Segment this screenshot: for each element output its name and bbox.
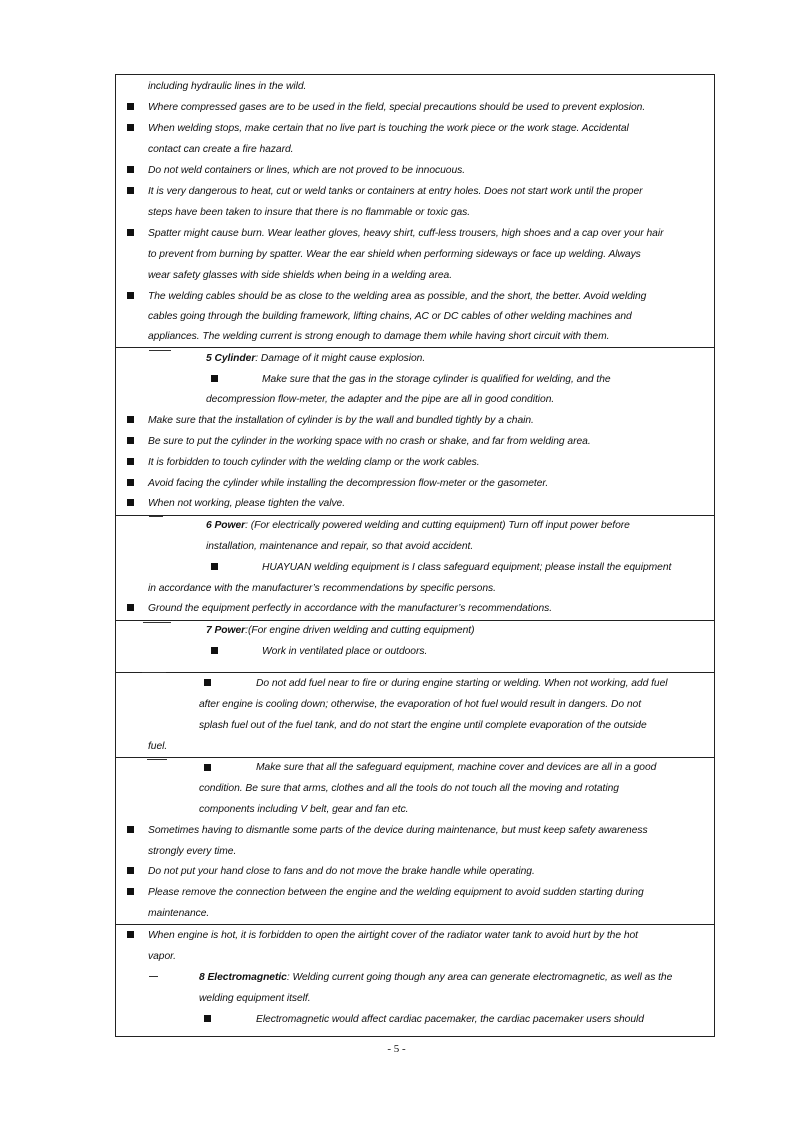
text-line: after engine is cooling down; otherwise, the evaporation of hot fuel would result in dangers. Do not [199, 699, 642, 710]
section-heading-power-engine: 7 Power:(For engine driven welding and cutting equipment) [206, 625, 475, 636]
list-item: Ground the equipment perfectly in accordance with the manufacturer’s recommendations. [148, 603, 553, 614]
list-item: HUAYUAN welding equipment is I class safeguard equipment; please install the equipment [262, 562, 672, 573]
dash-mark [143, 622, 171, 623]
text-line: contact can create a fire hazard. [148, 144, 294, 155]
text-line: maintenance. [148, 908, 210, 919]
bullet-icon [127, 103, 134, 110]
bullet-icon [204, 1015, 211, 1022]
text-line: components including V belt, gear and fan etc. [199, 804, 409, 815]
text-line: including hydraulic lines in the wild. [148, 81, 307, 92]
row-divider [116, 347, 714, 348]
list-item: It is very dangerous to heat, cut or weld tanks or containers at entry holes. Does not start work until the proper [148, 186, 643, 197]
text-line: condition. Be sure that arms, clothes and all the tools do not touch all the moving and rotating [199, 783, 619, 794]
list-item: Spatter might cause burn. Wear leather gloves, heavy shirt, cuff-less trousers, high shoes and a cap over your hair [148, 228, 664, 239]
text-line: fuel. [148, 741, 168, 752]
dash-mark [147, 759, 167, 760]
bullet-icon [127, 826, 134, 833]
bullet-icon [211, 647, 218, 654]
dash-mark [142, 672, 166, 673]
bullet-icon [127, 499, 134, 506]
dash-mark [149, 350, 171, 351]
text-line: cables going through the building framework, lifting chains, AC or DC cables of other welding machines and [148, 311, 632, 322]
row-divider [116, 757, 714, 758]
bullet-icon [127, 416, 134, 423]
text-line: in accordance with the manufacturer’s recommendations by specific persons. [148, 583, 496, 594]
list-item: Do not put your hand close to fans and do not move the brake handle while operating. [148, 866, 535, 877]
text-line: steps have been taken to insure that there is no flammable or toxic gas. [148, 207, 471, 218]
text-line: strongly every time. [148, 846, 237, 857]
row-divider [116, 515, 714, 516]
list-item: Make sure that the installation of cylinder is by the wall and bundled tightly by a chain. [148, 415, 534, 426]
text-line: welding equipment itself. [199, 993, 311, 1004]
text-line: appliances. The welding current is strong enough to damage them while having short circuit with them. [148, 331, 610, 342]
list-item: When welding stops, make certain that no live part is touching the work piece or the work stage. Accidental [148, 123, 629, 134]
list-item: It is forbidden to touch cylinder with the welding clamp or the work cables. [148, 457, 480, 468]
list-item: Do not add fuel near to fire or during engine starting or welding. When not working, add fuel [256, 678, 668, 689]
list-item: Please remove the connection between the engine and the welding equipment to avoid sudden starting during [148, 887, 644, 898]
text-line: wear safety glasses with side shields when being in a welding area. [148, 270, 453, 281]
text-line: to prevent from burning by spatter. Wear the ear shield when performing sideways or face up welding. Always [148, 249, 641, 260]
row-divider [116, 620, 714, 621]
bullet-icon [204, 679, 211, 686]
row-divider [116, 924, 714, 925]
list-item: Make sure that all the safeguard equipment, machine cover and devices are all in a good [256, 762, 657, 773]
list-item: Avoid facing the cylinder while installing the decompression flow-meter or the gasometer. [148, 478, 549, 489]
text-line: decompression flow-meter, the adapter and the pipe are all in good condition. [206, 394, 555, 405]
section-heading-electromagnetic: 8 Electromagnetic: Welding current going though any area can generate electromagnetic, as well as the [199, 972, 673, 983]
list-item: Sometimes having to dismantle some parts of the device during maintenance, but must keep safety awareness [148, 825, 648, 836]
bullet-icon [127, 124, 134, 131]
bullet-icon [127, 166, 134, 173]
list-item: Make sure that the gas in the storage cylinder is qualified for welding, and the [262, 374, 611, 385]
list-item: Be sure to put the cylinder in the working space with no crash or shake, and far from welding area. [148, 436, 591, 447]
row-divider [116, 672, 714, 673]
bullet-icon [211, 375, 218, 382]
text-line: installation, maintenance and repair, so that avoid accident. [206, 541, 474, 552]
bullet-icon [211, 563, 218, 570]
bullet-icon [127, 867, 134, 874]
bullet-icon [127, 604, 134, 611]
bullet-icon [127, 931, 134, 938]
list-item: Do not weld containers or lines, which are not proved to be innocuous. [148, 165, 466, 176]
list-item: Work in ventilated place or outdoors. [262, 646, 428, 657]
text-line: vapor. [148, 951, 176, 962]
bullet-icon [127, 437, 134, 444]
section-heading-power-electric: 6 Power: (For electrically powered welding and cutting equipment) Turn off input power before [206, 520, 630, 531]
list-item: When engine is hot, it is forbidden to open the airtight cover of the radiator water tank to avoid hurt by the hot [148, 930, 638, 941]
section-heading-cylinder: 5 Cylinder: Damage of it might cause explosion. [206, 353, 426, 364]
list-item: When not working, please tighten the valve. [148, 498, 346, 509]
dash-mark [149, 976, 158, 977]
list-item: The welding cables should be as close to the welding area as possible, and the short, the better. Avoid welding [148, 291, 647, 302]
list-item: Electromagnetic would affect cardiac pacemaker, the cardiac pacemaker users should [256, 1014, 644, 1025]
bullet-icon [127, 229, 134, 236]
list-item: Where compressed gases are to be used in the field, special precautions should be used to prevent explosion. [148, 102, 646, 113]
bullet-icon [127, 292, 134, 299]
bullet-icon [127, 888, 134, 895]
page-number: - 5 - [387, 1043, 406, 1055]
bullet-icon [127, 187, 134, 194]
bullet-icon [127, 458, 134, 465]
bullet-icon [127, 479, 134, 486]
bullet-icon [204, 764, 211, 771]
dash-mark [149, 516, 163, 517]
text-line: splash fuel out of the fuel tank, and do not start the engine until complete evaporation of the outside [199, 720, 647, 731]
